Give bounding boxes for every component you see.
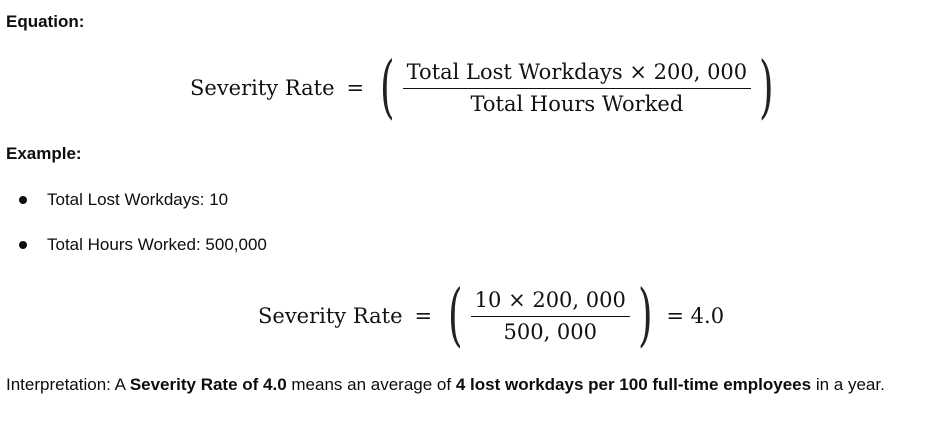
severity-rate-equation (190, 48, 780, 127)
equals-sign: = (346, 76, 365, 100)
list-item (0, 227, 267, 272)
example-result: = 4.0 (666, 304, 725, 328)
left-paren: ( (380, 48, 395, 127)
example-equals-sign: = (414, 304, 433, 328)
list-item-text: Total Lost Workdays: 10 (47, 190, 229, 209)
bullet-icon (19, 196, 27, 204)
list-item (0, 182, 267, 227)
example-fraction-numerator: 10 × 200, 000 (471, 288, 630, 316)
interpretation-prefix: Interpretation: A (6, 375, 130, 394)
list-item-text: Total Hours Worked: 500,000 (47, 235, 267, 254)
example-fraction (471, 288, 630, 343)
interpretation-suffix: in a year. (811, 375, 885, 394)
interpretation-bold-rate: Severity Rate of 4.0 (129, 375, 287, 394)
equation-lhs: Severity Rate (190, 76, 335, 100)
fraction-numerator: Total Lost Workdays × 200, 000 (403, 60, 751, 88)
fraction (403, 60, 751, 115)
equation-heading: Equation: (6, 12, 85, 31)
example-heading: Example: (6, 144, 82, 163)
interpretation-middle: means an average of (286, 375, 456, 394)
bullet-icon (19, 241, 27, 249)
example-equation (258, 276, 725, 355)
example-fraction-denominator: 500, 000 (503, 319, 598, 344)
right-paren: ) (759, 48, 774, 127)
fraction-denominator: Total Hours Worked (470, 91, 684, 116)
example-left-paren: ( (448, 276, 463, 355)
example-list (0, 182, 267, 272)
example-equation-lhs: Severity Rate (258, 304, 403, 328)
interpretation-text (6, 368, 934, 402)
example-right-paren: ) (637, 276, 653, 355)
interpretation-bold-workdays: 4 lost workdays per 100 full-time employees (455, 375, 812, 394)
